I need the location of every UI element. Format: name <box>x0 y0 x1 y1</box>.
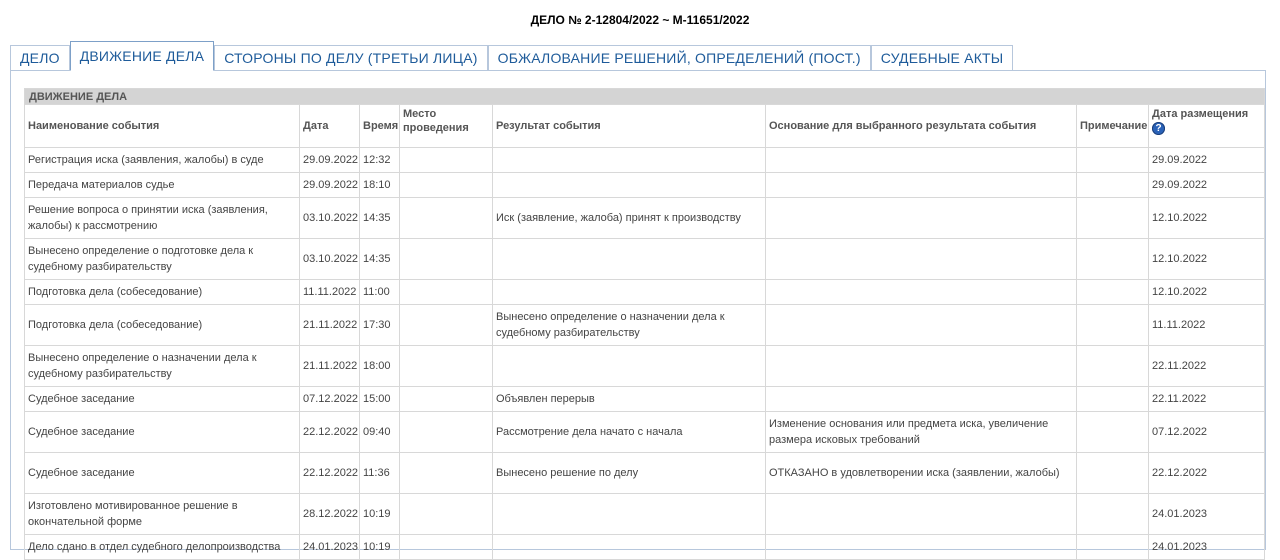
tab-case[interactable]: ДЕЛО <box>10 45 70 70</box>
publication-date-cell: 22.11.2022 <box>1149 387 1265 412</box>
date-cell: 03.10.2022 <box>300 198 360 239</box>
note-cell <box>1077 148 1149 173</box>
place-cell <box>400 280 493 305</box>
result-cell <box>493 280 766 305</box>
table-row <box>25 280 1265 305</box>
column-header-place: Место проведения <box>400 105 493 148</box>
basis-cell <box>766 148 1077 173</box>
event-name-cell: Дело сдано в отдел судебного делопроизводства <box>25 535 300 560</box>
note-cell <box>1077 453 1149 494</box>
section-title: ДВИЖЕНИЕ ДЕЛА <box>25 89 1265 105</box>
event-name-cell: Вынесено определение о подготовке дела к судебному разбирательству <box>25 239 300 280</box>
note-cell <box>1077 346 1149 387</box>
time-cell: 14:35 <box>360 198 400 239</box>
tab-parties[interactable]: СТОРОНЫ ПО ДЕЛУ (ТРЕТЬИ ЛИЦА) <box>214 45 487 70</box>
place-cell <box>400 387 493 412</box>
basis-cell <box>766 239 1077 280</box>
event-name-cell: Передача материалов судье <box>25 173 300 198</box>
event-name-cell: Подготовка дела (собеседование) <box>25 280 300 305</box>
column-header-time: Время <box>360 105 400 148</box>
date-cell: 28.12.2022 <box>300 494 360 535</box>
table-row <box>25 387 1265 412</box>
event-name-cell: Судебное заседание <box>25 453 300 494</box>
place-cell <box>400 305 493 346</box>
note-cell <box>1077 305 1149 346</box>
publication-date-label: Дата размещения <box>1152 108 1249 120</box>
table-row <box>25 198 1265 239</box>
result-cell: Объявлен перерыв <box>493 387 766 412</box>
time-cell: 14:35 <box>360 239 400 280</box>
table-row <box>25 239 1265 280</box>
date-cell: 29.09.2022 <box>300 148 360 173</box>
time-cell: 15:00 <box>360 387 400 412</box>
note-cell <box>1077 173 1149 198</box>
note-cell <box>1077 387 1149 412</box>
result-cell <box>493 494 766 535</box>
event-name-cell: Судебное заседание <box>25 412 300 453</box>
date-cell: 07.12.2022 <box>300 387 360 412</box>
date-cell: 03.10.2022 <box>300 239 360 280</box>
column-header-basis: Основание для выбранного результата события <box>766 105 1077 148</box>
note-cell <box>1077 198 1149 239</box>
publication-date-cell: 24.01.2023 <box>1149 535 1265 560</box>
table-row <box>25 173 1265 198</box>
time-cell: 11:36 <box>360 453 400 494</box>
place-cell <box>400 198 493 239</box>
table-row <box>25 453 1265 494</box>
note-cell <box>1077 280 1149 305</box>
basis-cell <box>766 173 1077 198</box>
note-cell <box>1077 239 1149 280</box>
result-cell: Иск (заявление, жалоба) принят к производству <box>493 198 766 239</box>
publication-date-cell: 12.10.2022 <box>1149 239 1265 280</box>
table-row <box>25 346 1265 387</box>
note-cell <box>1077 494 1149 535</box>
publication-date-cell: 12.10.2022 <box>1149 198 1265 239</box>
column-header-event-name: Наименование события <box>25 105 300 148</box>
date-cell: 11.11.2022 <box>300 280 360 305</box>
time-cell: 12:32 <box>360 148 400 173</box>
time-cell: 11:00 <box>360 280 400 305</box>
time-cell: 17:30 <box>360 305 400 346</box>
place-cell <box>400 346 493 387</box>
publication-date-cell: 29.09.2022 <box>1149 173 1265 198</box>
place-cell <box>400 239 493 280</box>
publication-date-cell: 24.01.2023 <box>1149 494 1265 535</box>
question-mark-icon[interactable]: ? <box>1152 122 1165 135</box>
place-cell <box>400 494 493 535</box>
date-cell: 29.09.2022 <box>300 173 360 198</box>
basis-cell <box>766 387 1077 412</box>
result-cell: Вынесено решение по делу <box>493 453 766 494</box>
event-name-cell: Изготовлено мотивированное решение в окончательной форме <box>25 494 300 535</box>
result-cell: Вынесено определение о назначении дела к судебному разбирательству <box>493 305 766 346</box>
result-cell <box>493 148 766 173</box>
tab-case-movement[interactable]: ДВИЖЕНИЕ ДЕЛА <box>70 41 215 71</box>
time-cell: 18:00 <box>360 346 400 387</box>
publication-date-cell: 07.12.2022 <box>1149 412 1265 453</box>
events-table <box>24 88 1265 560</box>
date-cell: 21.11.2022 <box>300 305 360 346</box>
result-cell: Рассмотрение дела начато с начала <box>493 412 766 453</box>
table-row <box>25 148 1265 173</box>
tab-court-acts[interactable]: СУДЕБНЫЕ АКТЫ <box>871 45 1014 70</box>
events-table-body <box>25 148 1265 560</box>
tab-bar <box>10 40 1013 70</box>
place-cell <box>400 173 493 198</box>
publication-date-cell: 22.11.2022 <box>1149 346 1265 387</box>
table-row <box>25 494 1265 535</box>
date-cell: 22.12.2022 <box>300 412 360 453</box>
column-header-date: Дата <box>300 105 360 148</box>
date-cell: 22.12.2022 <box>300 453 360 494</box>
publication-date-cell: 22.12.2022 <box>1149 453 1265 494</box>
place-cell <box>400 453 493 494</box>
basis-cell <box>766 280 1077 305</box>
time-cell: 18:10 <box>360 173 400 198</box>
note-cell <box>1077 412 1149 453</box>
time-cell: 09:40 <box>360 412 400 453</box>
publication-date-cell: 11.11.2022 <box>1149 305 1265 346</box>
publication-date-cell: 12.10.2022 <box>1149 280 1265 305</box>
publication-date-cell: 29.09.2022 <box>1149 148 1265 173</box>
basis-cell: ОТКАЗАНО в удовлетворении иска (заявлении, жалобы) <box>766 453 1077 494</box>
basis-cell <box>766 305 1077 346</box>
case-title: ДЕЛО № 2-12804/2022 ~ М-11651/2022 <box>530 13 750 27</box>
column-header-note: Примечание <box>1077 105 1149 148</box>
table-row <box>25 305 1265 346</box>
place-cell <box>400 412 493 453</box>
event-name-cell: Подготовка дела (собеседование) <box>25 305 300 346</box>
time-cell: 10:19 <box>360 535 400 560</box>
basis-cell <box>766 346 1077 387</box>
result-cell <box>493 239 766 280</box>
event-name-cell: Судебное заседание <box>25 387 300 412</box>
result-cell <box>493 346 766 387</box>
event-name-cell: Регистрация иска (заявления, жалобы) в суде <box>25 148 300 173</box>
basis-cell <box>766 198 1077 239</box>
tab-appeals[interactable]: ОБЖАЛОВАНИЕ РЕШЕНИЙ, ОПРЕДЕЛЕНИЙ (ПОСТ.) <box>488 45 871 70</box>
basis-cell <box>766 494 1077 535</box>
event-name-cell: Вынесено определение о назначении дела к судебному разбирательству <box>25 346 300 387</box>
table-row <box>25 412 1265 453</box>
date-cell: 24.01.2023 <box>300 535 360 560</box>
column-header-result: Результат события <box>493 105 766 148</box>
event-name-cell: Решение вопроса о принятии иска (заявления, жалобы) к рассмотрению <box>25 198 300 239</box>
basis-cell: Изменение основания или предмета иска, увеличение размера исковых требований <box>766 412 1077 453</box>
time-cell: 10:19 <box>360 494 400 535</box>
result-cell <box>493 173 766 198</box>
place-cell <box>400 148 493 173</box>
column-header-publication-date <box>1149 105 1265 148</box>
date-cell: 21.11.2022 <box>300 346 360 387</box>
events-table-container <box>24 88 1264 560</box>
